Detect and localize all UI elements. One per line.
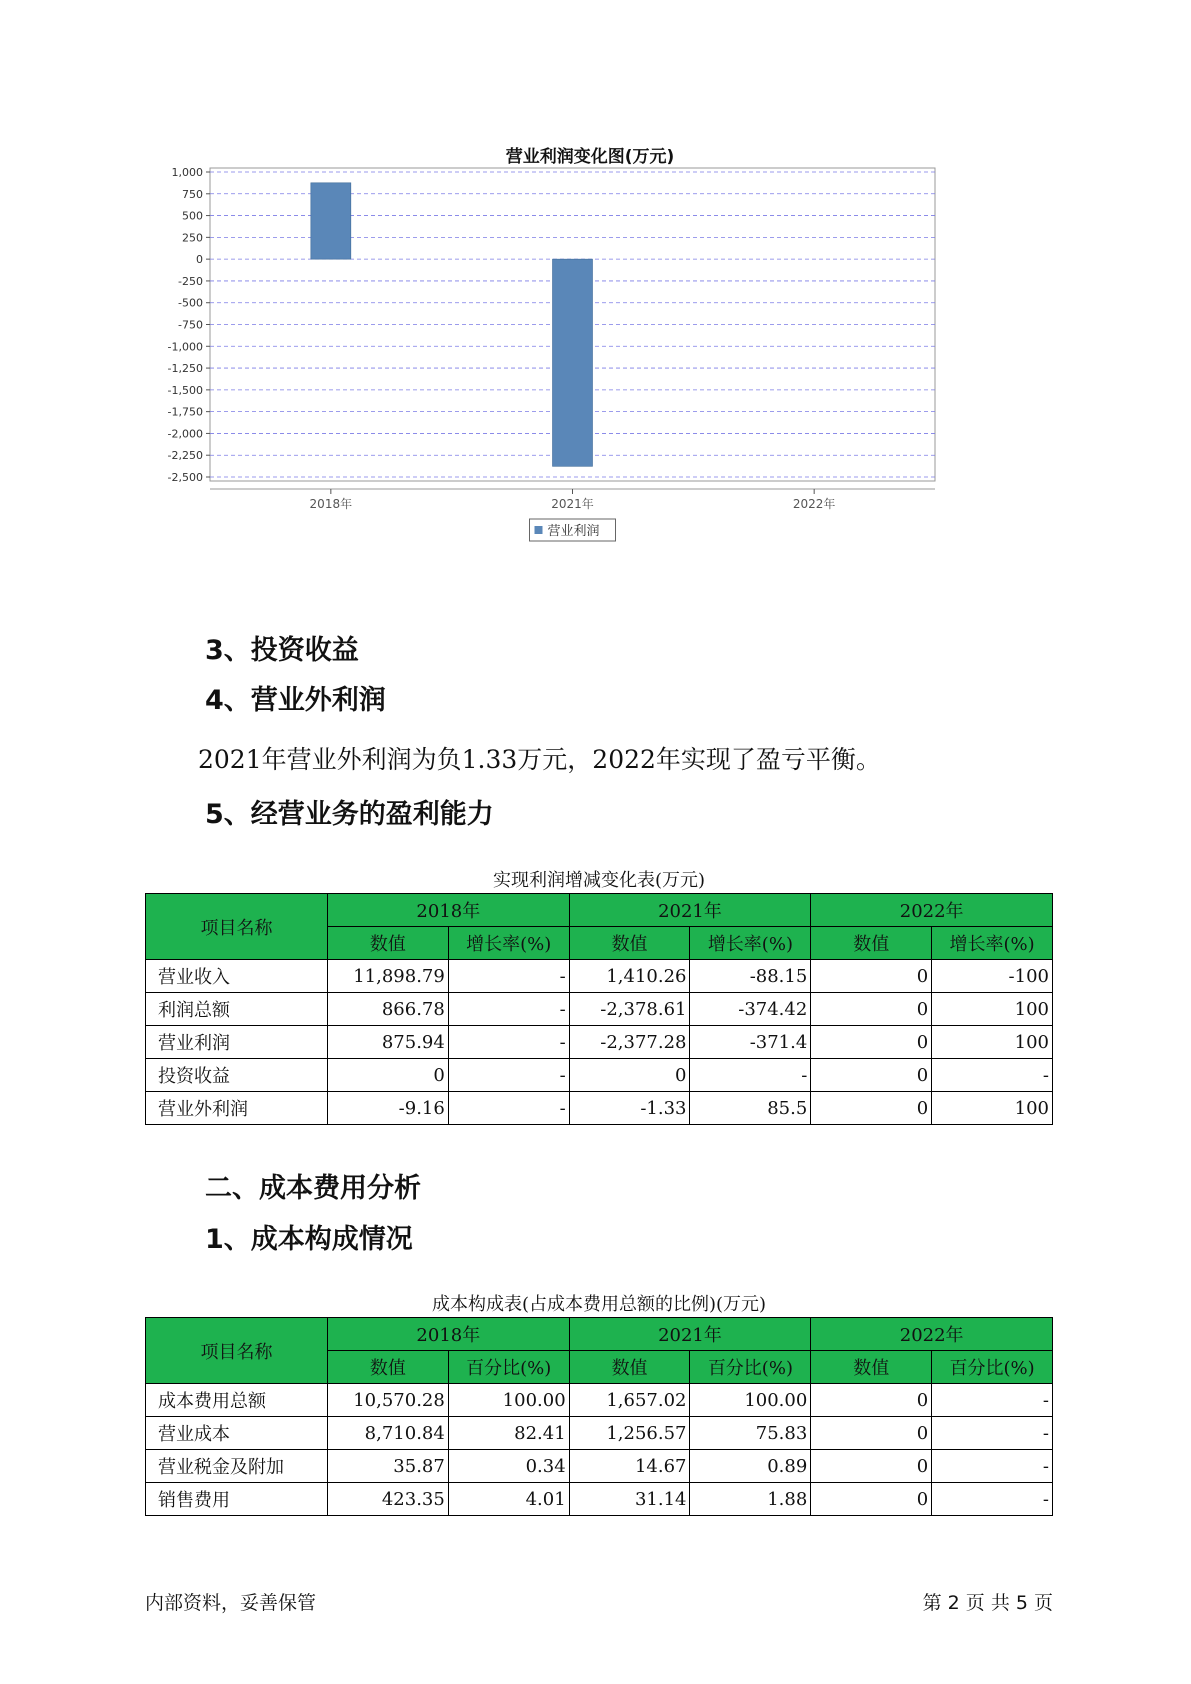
table2-caption: 成本构成表(占成本费用总额的比例)(万元) <box>431 1294 767 1315</box>
table-cell: -371.4 <box>690 1026 811 1059</box>
year-header: 2022年 <box>811 894 1053 927</box>
year-header: 2018年 <box>328 1318 570 1351</box>
table-cell: 0 <box>811 993 932 1026</box>
value-header: 数值 <box>811 927 932 960</box>
table-cell: 0 <box>811 1384 932 1417</box>
table-cell: - <box>932 1059 1053 1092</box>
year-header: 2018年 <box>328 894 570 927</box>
table-row <box>146 1092 1053 1125</box>
table-cell: 0 <box>811 1417 932 1450</box>
table-cell: 0.34 <box>448 1450 569 1483</box>
row-label: 销售费用 <box>146 1483 328 1516</box>
y-tick-label: -750 <box>178 318 203 332</box>
heading-non-operating-profit: 4、营业外利润 <box>205 685 386 716</box>
y-tick-label: 1,000 <box>171 166 203 179</box>
row-label: 成本费用总额 <box>146 1384 328 1417</box>
item-name-header: 项目名称 <box>146 1318 328 1384</box>
year-header: 2022年 <box>811 1318 1053 1351</box>
table-cell: -374.42 <box>690 993 811 1026</box>
table-cell: 82.41 <box>448 1417 569 1450</box>
percent-header: 百分比(%) <box>932 1351 1053 1384</box>
x-tick-label: 2021年 <box>551 497 594 511</box>
legend-label: 营业利润 <box>547 524 600 539</box>
y-tick-label: 500 <box>182 209 203 223</box>
percent-header: 百分比(%) <box>690 1351 811 1384</box>
y-tick-label: 250 <box>182 231 203 245</box>
table-cell: -88.15 <box>690 960 811 993</box>
row-label: 投资收益 <box>146 1059 328 1092</box>
y-tick-label: -500 <box>178 296 203 310</box>
table1-caption: 实现利润增减变化表(万元) <box>492 870 706 891</box>
table-cell: 10,570.28 <box>328 1384 449 1417</box>
percent-header: 百分比(%) <box>448 1351 569 1384</box>
table-cell: - <box>448 1059 569 1092</box>
table-cell: 0 <box>811 1450 932 1483</box>
table-cell: 0 <box>811 1092 932 1125</box>
table-row <box>146 993 1053 1026</box>
table-cell: - <box>448 960 569 993</box>
table-cell: 0 <box>811 960 932 993</box>
table-cell: 4.01 <box>448 1483 569 1516</box>
table-cell: 100 <box>932 993 1053 1026</box>
heading-investment-income: 3、投资收益 <box>205 635 359 666</box>
row-label: 营业外利润 <box>146 1092 328 1125</box>
value-header: 数值 <box>569 1351 690 1384</box>
table-row <box>146 1483 1053 1516</box>
value-header: 数值 <box>569 927 690 960</box>
profit-change-table <box>145 893 1053 1125</box>
table-cell: 11,898.79 <box>328 960 449 993</box>
chart-title: 营业利润变化图(万元) <box>505 147 675 167</box>
row-label: 营业利润 <box>146 1026 328 1059</box>
table-cell: -2,377.28 <box>569 1026 690 1059</box>
legend-swatch <box>535 526 543 534</box>
table-cell: 100 <box>932 1092 1053 1125</box>
table-cell: 100 <box>932 1026 1053 1059</box>
table-cell: - <box>690 1059 811 1092</box>
bar <box>311 183 351 259</box>
table-cell: -1.33 <box>569 1092 690 1125</box>
table-row <box>146 1026 1053 1059</box>
value-header: 数值 <box>328 927 449 960</box>
y-tick-label: -2,250 <box>167 449 203 463</box>
footer-page-number: 第 2 页 共 5 页 <box>922 1592 1053 1614</box>
table-cell: - <box>932 1417 1053 1450</box>
item-name-header: 项目名称 <box>146 894 328 960</box>
y-tick-label: 750 <box>182 187 203 201</box>
paragraph-non-operating: 2021年营业外利润为负1.33万元，2022年实现了盈亏平衡。 <box>198 745 881 774</box>
table-cell: 100.00 <box>448 1384 569 1417</box>
operating-profit-chart <box>140 130 1040 600</box>
y-tick-label: -1,250 <box>167 362 203 376</box>
chart-svg <box>140 130 1040 600</box>
table-cell: 1,256.57 <box>569 1417 690 1450</box>
table-cell: 1,410.26 <box>569 960 690 993</box>
table-cell: 1,657.02 <box>569 1384 690 1417</box>
table-cell: - <box>448 993 569 1026</box>
y-tick-label: -2,000 <box>167 427 203 441</box>
table-cell: 35.87 <box>328 1450 449 1483</box>
table-row <box>146 1417 1053 1450</box>
table-cell: - <box>448 1026 569 1059</box>
table-row <box>146 1059 1053 1092</box>
growth-rate-header: 增长率(%) <box>690 927 811 960</box>
table-cell: 14.67 <box>569 1450 690 1483</box>
table-cell: -100 <box>932 960 1053 993</box>
y-tick-label: -250 <box>178 274 203 288</box>
year-header: 2021年 <box>569 894 811 927</box>
row-label: 营业收入 <box>146 960 328 993</box>
table-cell: 0 <box>811 1026 932 1059</box>
table-cell: 8,710.84 <box>328 1417 449 1450</box>
table-row <box>146 1450 1053 1483</box>
x-tick-label: 2018年 <box>309 497 353 511</box>
footer-confidential: 内部资料，妥善保管 <box>145 1592 317 1614</box>
x-tick-label: 2022年 <box>792 497 836 511</box>
table-row <box>146 960 1053 993</box>
table-cell: 100.00 <box>690 1384 811 1417</box>
table-cell: 31.14 <box>569 1483 690 1516</box>
table-cell: -9.16 <box>328 1092 449 1125</box>
table-cell: 75.83 <box>690 1417 811 1450</box>
table-cell: -2,378.61 <box>569 993 690 1026</box>
row-label: 利润总额 <box>146 993 328 1026</box>
y-tick-label: -1,500 <box>167 383 203 397</box>
y-tick-label: -1,750 <box>167 405 203 419</box>
value-header: 数值 <box>328 1351 449 1384</box>
table-cell: 0 <box>328 1059 449 1092</box>
growth-rate-header: 增长率(%) <box>932 927 1053 960</box>
y-tick-label: 0 <box>196 253 203 267</box>
table-cell: - <box>932 1384 1053 1417</box>
table-cell: 0.89 <box>690 1450 811 1483</box>
table-cell: - <box>932 1450 1053 1483</box>
cost-composition-table <box>145 1317 1053 1516</box>
heading-cost-composition: 1、成本构成情况 <box>205 1224 413 1255</box>
y-tick-label: -1,000 <box>167 340 203 354</box>
year-header: 2021年 <box>569 1318 811 1351</box>
table-cell: 423.35 <box>328 1483 449 1516</box>
growth-rate-header: 增长率(%) <box>448 927 569 960</box>
table-cell: 0 <box>811 1483 932 1516</box>
table-cell: - <box>448 1092 569 1125</box>
heading-cost-analysis: 二、成本费用分析 <box>205 1173 421 1204</box>
table-cell: 866.78 <box>328 993 449 1026</box>
row-label: 营业税金及附加 <box>146 1450 328 1483</box>
table-row <box>146 1384 1053 1417</box>
table-cell: 0 <box>811 1059 932 1092</box>
table-cell: 1.88 <box>690 1483 811 1516</box>
table-cell: 875.94 <box>328 1026 449 1059</box>
value-header: 数值 <box>811 1351 932 1384</box>
heading-profitability: 5、经营业务的盈利能力 <box>205 799 494 830</box>
table-cell: - <box>932 1483 1053 1516</box>
bar <box>553 259 593 466</box>
table-cell: 0 <box>569 1059 690 1092</box>
row-label: 营业成本 <box>146 1417 328 1450</box>
y-tick-label: -2,500 <box>167 471 203 484</box>
table-cell: 85.5 <box>690 1092 811 1125</box>
